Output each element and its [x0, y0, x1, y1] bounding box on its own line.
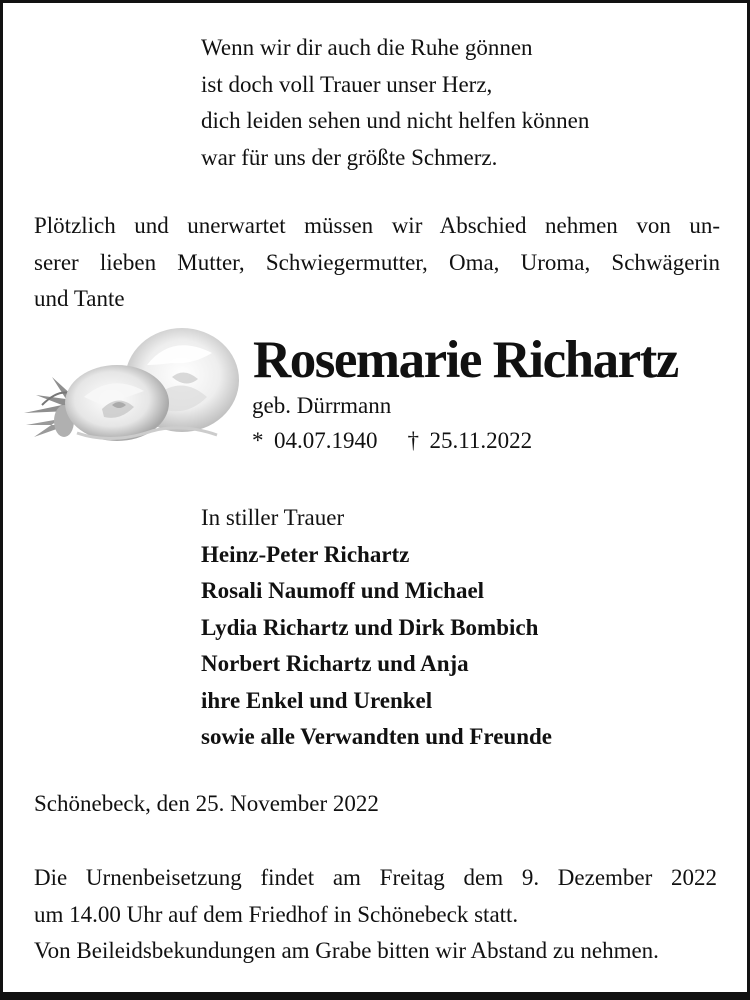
mourner-entry: ihre Enkel und Urenkel: [201, 687, 433, 713]
announcement-text: [34, 208, 720, 318]
mourner-entry: Heinz-Peter Richartz: [201, 541, 410, 567]
ad-bottom-rule: [0, 992, 750, 1000]
birth-name: geb. Dürrmann: [252, 393, 392, 418]
birth-star-icon: *: [252, 428, 264, 453]
poem-line: war für uns der größte Schmerz.: [201, 144, 498, 170]
funeral-notice: [34, 860, 717, 970]
poem-line: ist doch voll Trauer unser Herz,: [201, 71, 493, 97]
notice-line: Von Beileidsbekundungen am Grabe bitten wir Abstand zu nehmen.: [34, 938, 659, 963]
mourners-lead: In stiller Trauer: [201, 505, 345, 530]
poem-line: dich leiden sehen und nicht helfen können: [201, 108, 590, 133]
death-cross-icon: †: [407, 428, 419, 453]
mourner-entry: sowie alle Verwandten und Freunde: [201, 724, 553, 749]
notice-line: Die Urnenbeisetzung findet am Freitag dem 9. Dezember 2022: [34, 865, 717, 890]
notice-line: um 14.00 Uhr auf dem Friedhof in Schönebeck statt.: [34, 901, 519, 927]
mourner-entry: Norbert Richartz und Anja: [201, 651, 469, 676]
poem-line: Wenn wir dir auch die Ruhe gönnen: [201, 35, 533, 60]
life-dates: [252, 425, 532, 457]
mourner-entry: Lydia Richartz und Dirk Bombich: [201, 614, 539, 640]
mourner-entry: Rosali Naumoff und Michael: [201, 578, 485, 603]
announcement-line: Plötzlich und unerwartet müssen wir Abschied nehmen von un-: [34, 213, 720, 238]
place-and-date: Schönebeck, den 25. November 2022: [34, 791, 379, 816]
death-date: 25.11.2022: [429, 428, 533, 453]
deceased-name: Rosemarie Richartz: [253, 331, 678, 389]
announcement-line: und Tante: [34, 286, 125, 311]
memorial-poem: [201, 30, 589, 176]
mourners-list: [201, 500, 552, 756]
white-roses-image: [22, 325, 252, 450]
announcement-line: serer lieben Mutter, Schwiegermutter, Oma, Uroma, Schwägerin: [34, 249, 720, 275]
birth-date: 04.07.1940: [274, 428, 378, 453]
